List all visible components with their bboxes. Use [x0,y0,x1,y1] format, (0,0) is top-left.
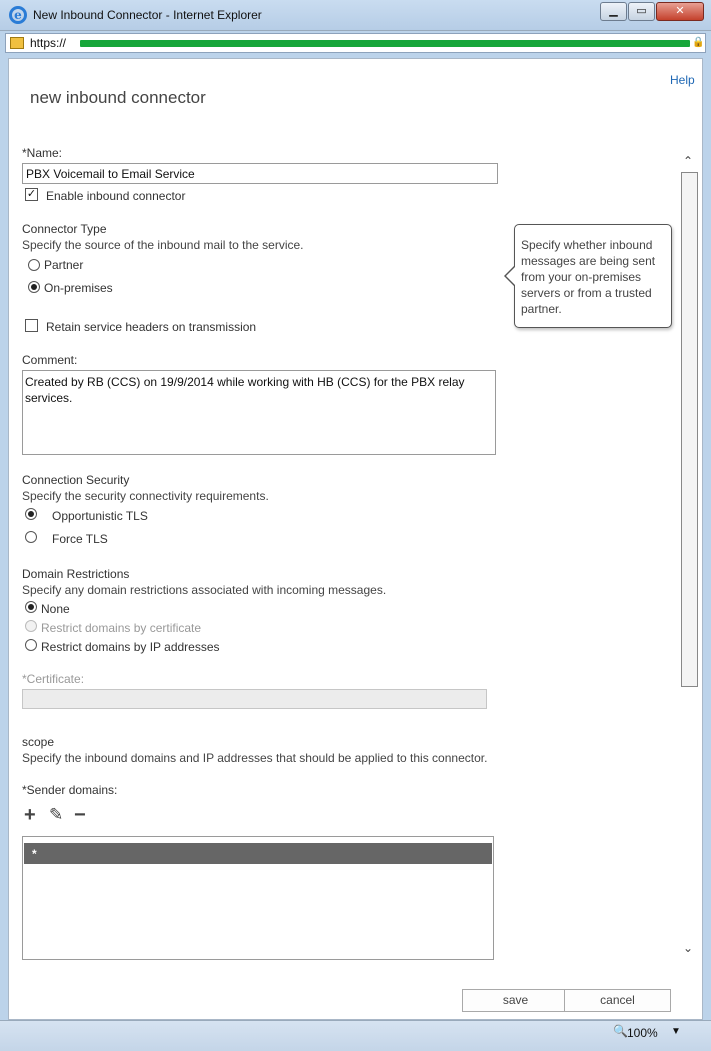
comment-label: Comment: [22,353,78,367]
partner-label: Partner [44,258,84,272]
close-button[interactable]: ✕ [656,2,704,21]
dialog-content [8,58,703,1020]
url-redacted [80,40,690,47]
title-bar [0,0,711,31]
help-link[interactable]: Help [670,73,695,87]
edit-icon[interactable]: ✎ [49,805,64,824]
add-icon[interactable]: + [24,804,36,826]
tooltip-arrow-inner [506,267,515,285]
restrict-by-certificate-radio [25,620,37,632]
force-tls-radio[interactable] [25,531,37,543]
save-button[interactable]: save [462,989,569,1012]
enable-connector-checkbox[interactable]: ✓ [26,188,37,200]
retain-headers-label: Retain service headers on transmission [46,320,257,334]
connector-type-description: Specify the source of the inbound mail to the service. [22,238,304,252]
window-title: New Inbound Connector - Internet Explorer [33,8,262,22]
status-bar [0,1020,711,1051]
maximize-button[interactable]: ▭ [628,2,655,21]
opportunistic-tls-radio[interactable] [25,508,37,520]
page-title: new inbound connector [30,88,206,107]
scroll-down-icon[interactable]: ⌄ [682,941,694,955]
partner-radio[interactable] [28,259,40,271]
connector-type-heading: Connector Type [22,222,107,236]
certificate-input [22,689,487,709]
name-input[interactable]: PBX Voicemail to Email Service [22,163,498,184]
restrict-by-certificate-label: Restrict domains by certificate [41,621,202,635]
sender-domains-list[interactable] [22,836,494,960]
scope-heading: scope [22,735,55,749]
name-label: *Name: [22,146,63,160]
zoom-icon[interactable]: 🔍 [613,1024,628,1038]
zoom-dropdown-icon[interactable]: ▼ [671,1026,681,1037]
page-icon [10,37,24,49]
restrict-by-ip-radio[interactable] [25,639,37,651]
minimize-button[interactable]: ▁ [600,2,627,21]
cancel-button[interactable]: cancel [564,989,671,1012]
list-item[interactable]: * [24,843,492,864]
force-tls-label: Force TLS [52,532,108,546]
certificate-label: *Certificate: [22,672,85,686]
enable-connector-label: Enable inbound connector [46,189,186,203]
zoom-level[interactable]: 100% [627,1026,658,1040]
lock-icon[interactable]: 🔒 [692,37,705,48]
retain-headers-checkbox[interactable] [25,319,38,332]
domain-restrictions-heading: Domain Restrictions [22,567,130,581]
none-label: None [41,602,70,616]
opportunistic-tls-label: Opportunistic TLS [52,509,148,523]
restrict-by-ip-label: Restrict domains by IP addresses [41,640,220,654]
scroll-up-icon[interactable]: ⌃ [682,154,694,168]
none-radio[interactable] [25,601,37,613]
connector-type-tooltip: Specify whether inbound messages are being sent from your on-premises servers or from a trusted partner. [514,224,672,328]
comment-textarea[interactable]: Created by RB (CCS) on 19/9/2014 while working with HB (CCS) for the PBX relay services. [22,370,496,455]
on-premises-radio[interactable] [28,281,40,293]
address-bar[interactable] [5,33,706,53]
url-scheme: https:// [30,36,67,50]
connection-security-heading: Connection Security [22,473,130,487]
domain-restrictions-description: Specify any domain restrictions associated with incoming messages. [22,583,387,597]
on-premises-label: On-premises [44,281,113,295]
scope-description: Specify the inbound domains and IP addresses that should be applied to this connector. [22,751,488,765]
sender-domains-label: *Sender domains: [22,783,118,797]
scrollbar-thumb[interactable] [681,172,698,687]
internet-explorer-logo-icon: e [9,6,27,24]
connection-security-description: Specify the security connectivity requirements. [22,489,269,503]
remove-icon[interactable]: − [74,804,86,826]
